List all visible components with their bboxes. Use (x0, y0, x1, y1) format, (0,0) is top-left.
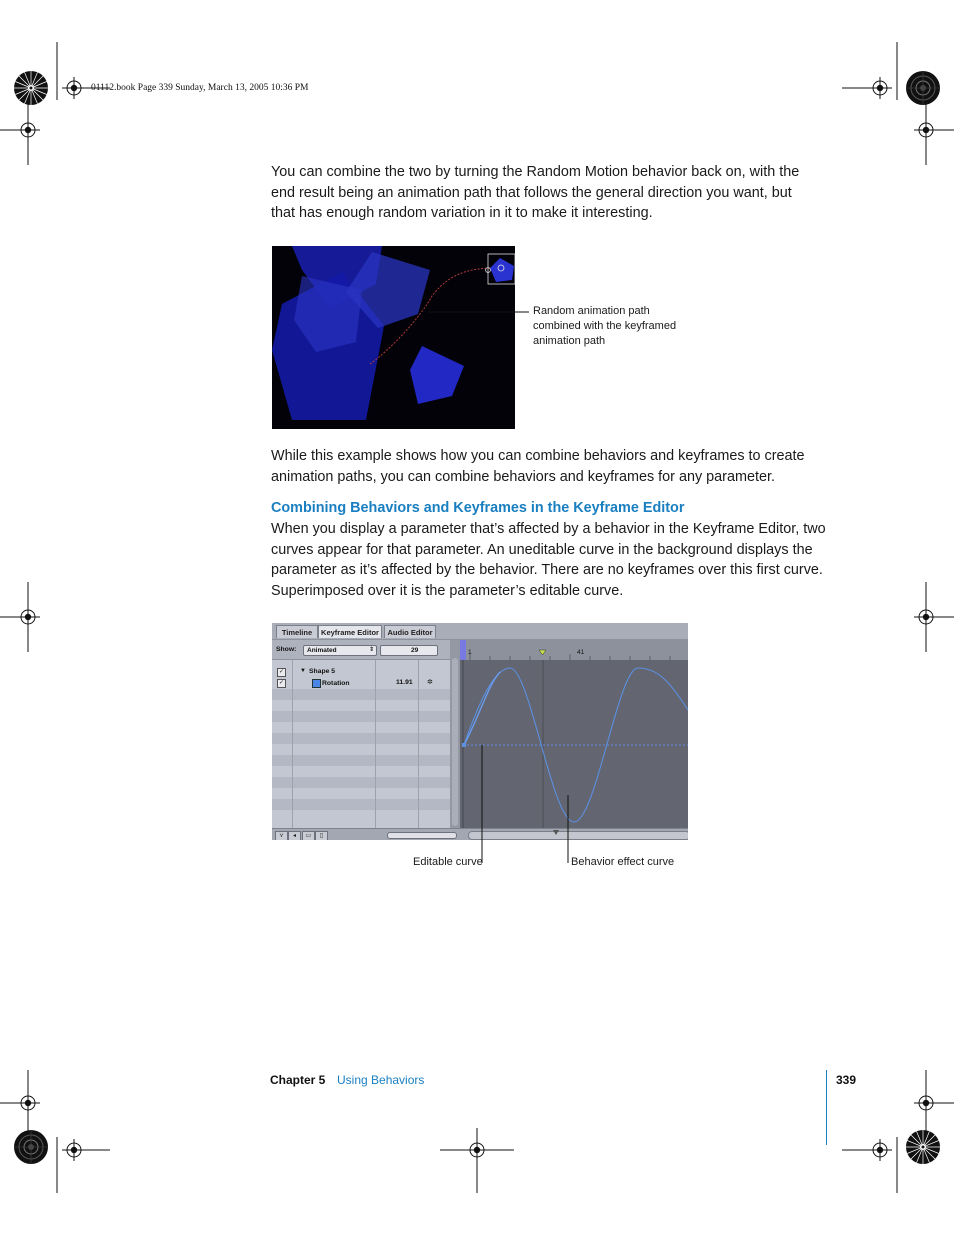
show-popup[interactable] (303, 645, 377, 656)
zoom-slider[interactable] (387, 832, 457, 839)
callout-line-text: animation path (533, 335, 606, 347)
list-row (272, 711, 450, 722)
enable-checkbox[interactable]: ✓ (278, 669, 285, 675)
column-divider (292, 660, 293, 828)
tab-bar (272, 623, 688, 640)
list-row (272, 722, 450, 733)
snapshot-icon[interactable]: ▭ (302, 831, 315, 840)
in-point-marker (460, 640, 466, 660)
parameter-row[interactable] (272, 678, 450, 689)
list-row (272, 689, 450, 700)
parameter-value[interactable]: 11.91 (396, 679, 413, 686)
text-line: While this example shows how you can combine behaviors and keyframes to create (271, 448, 805, 464)
scrollbar-track[interactable] (452, 658, 458, 826)
show-bar (272, 640, 450, 660)
color-swatch-icon (312, 679, 321, 688)
list-row (272, 799, 450, 810)
callout-line-text: combined with the keyframed (533, 320, 677, 332)
keyframe-gear-icon[interactable]: ✲ (427, 679, 433, 686)
time-ruler (460, 640, 688, 660)
text-line: that has enough random variation in it to make it interesting. (271, 205, 653, 221)
show-value: Animated (307, 647, 337, 654)
ruler-mark-41: 41 (577, 649, 585, 656)
text-line: When you display a parameter that’s affected by a behavior in the Keyframe Editor, two (271, 521, 826, 537)
tab-audio-editor[interactable]: Audio Editor (384, 625, 436, 638)
intro-paragraph (271, 162, 831, 224)
disclosure-triangle-icon[interactable]: ▼ (300, 668, 306, 674)
column-divider (375, 660, 376, 828)
text-line: You can combine the two by turning the Random Motion behavior back on, with the (271, 164, 800, 180)
footer-divider (826, 1070, 827, 1145)
column-divider (418, 660, 419, 828)
parameter-row[interactable] (272, 667, 450, 678)
ruler-mark-start: 1 (468, 649, 472, 656)
frame-field-value: 29 (411, 647, 419, 654)
print-slug: 01112.book Page 339 Sunday, March 13, 2005 10:36 PM (91, 83, 309, 93)
paragraph-2 (271, 446, 831, 487)
section-heading: Combining Behaviors and Keyframes in the Keyframe Editor (271, 500, 685, 516)
enable-checkbox[interactable]: ✓ (278, 680, 285, 686)
show-label: Show: (276, 646, 297, 653)
keyframe-point (462, 743, 466, 747)
list-row (272, 788, 450, 799)
frame-field[interactable] (380, 645, 438, 656)
list-row (272, 766, 450, 777)
text-line: animation paths, you can combine behaviors and keyframes for any parameter. (271, 468, 775, 485)
parameter-list-pane (272, 640, 450, 828)
chevron-updown-icon: ⇕ (368, 647, 374, 653)
list-row (272, 777, 450, 788)
list-row (272, 700, 450, 711)
text-line: curves appear for that parameter. An uneditable curve in the background displays the (271, 541, 813, 558)
sketch-tool-icon[interactable]: ⋎ (275, 831, 288, 840)
list-row (272, 744, 450, 755)
callout-line-text: Random animation path (533, 305, 650, 317)
section-paragraph (271, 519, 831, 601)
fit-view-icon[interactable]: ▯ (315, 831, 328, 840)
keyframed-shape (490, 258, 514, 282)
callout-line (428, 300, 533, 340)
page-number: 339 (836, 1073, 857, 1087)
text-line: parameter as it’s affected by the behavior. There are no keyframes over this first curve. (271, 562, 823, 578)
audio-icon[interactable]: ◂ (288, 831, 301, 840)
parameter-label: Rotation (322, 680, 350, 687)
pane-splitter[interactable] (450, 640, 460, 828)
list-row (272, 733, 450, 744)
text-line: end result being an animation path that follows the general direction you want, but (271, 184, 792, 201)
list-row (272, 810, 450, 821)
behavior-curve-callout: Behavior effect curve (571, 856, 675, 868)
editable-curve-callout: Editable curve (413, 856, 483, 868)
figure1-callout (533, 304, 693, 349)
footer-section[interactable]: Using Behaviors (337, 1073, 425, 1087)
object-label: Shape 5 (309, 668, 336, 675)
shape-polygon (410, 346, 464, 404)
text-line: Superimposed over it is the parameter’s editable curve. (271, 582, 624, 599)
tab-timeline[interactable]: Timeline (276, 625, 318, 638)
list-row (272, 755, 450, 766)
tab-keyframe-editor[interactable]: Keyframe Editor (318, 625, 382, 638)
footer-chapter: Chapter 5 (270, 1073, 326, 1087)
figure2-callout-lines (470, 735, 580, 870)
